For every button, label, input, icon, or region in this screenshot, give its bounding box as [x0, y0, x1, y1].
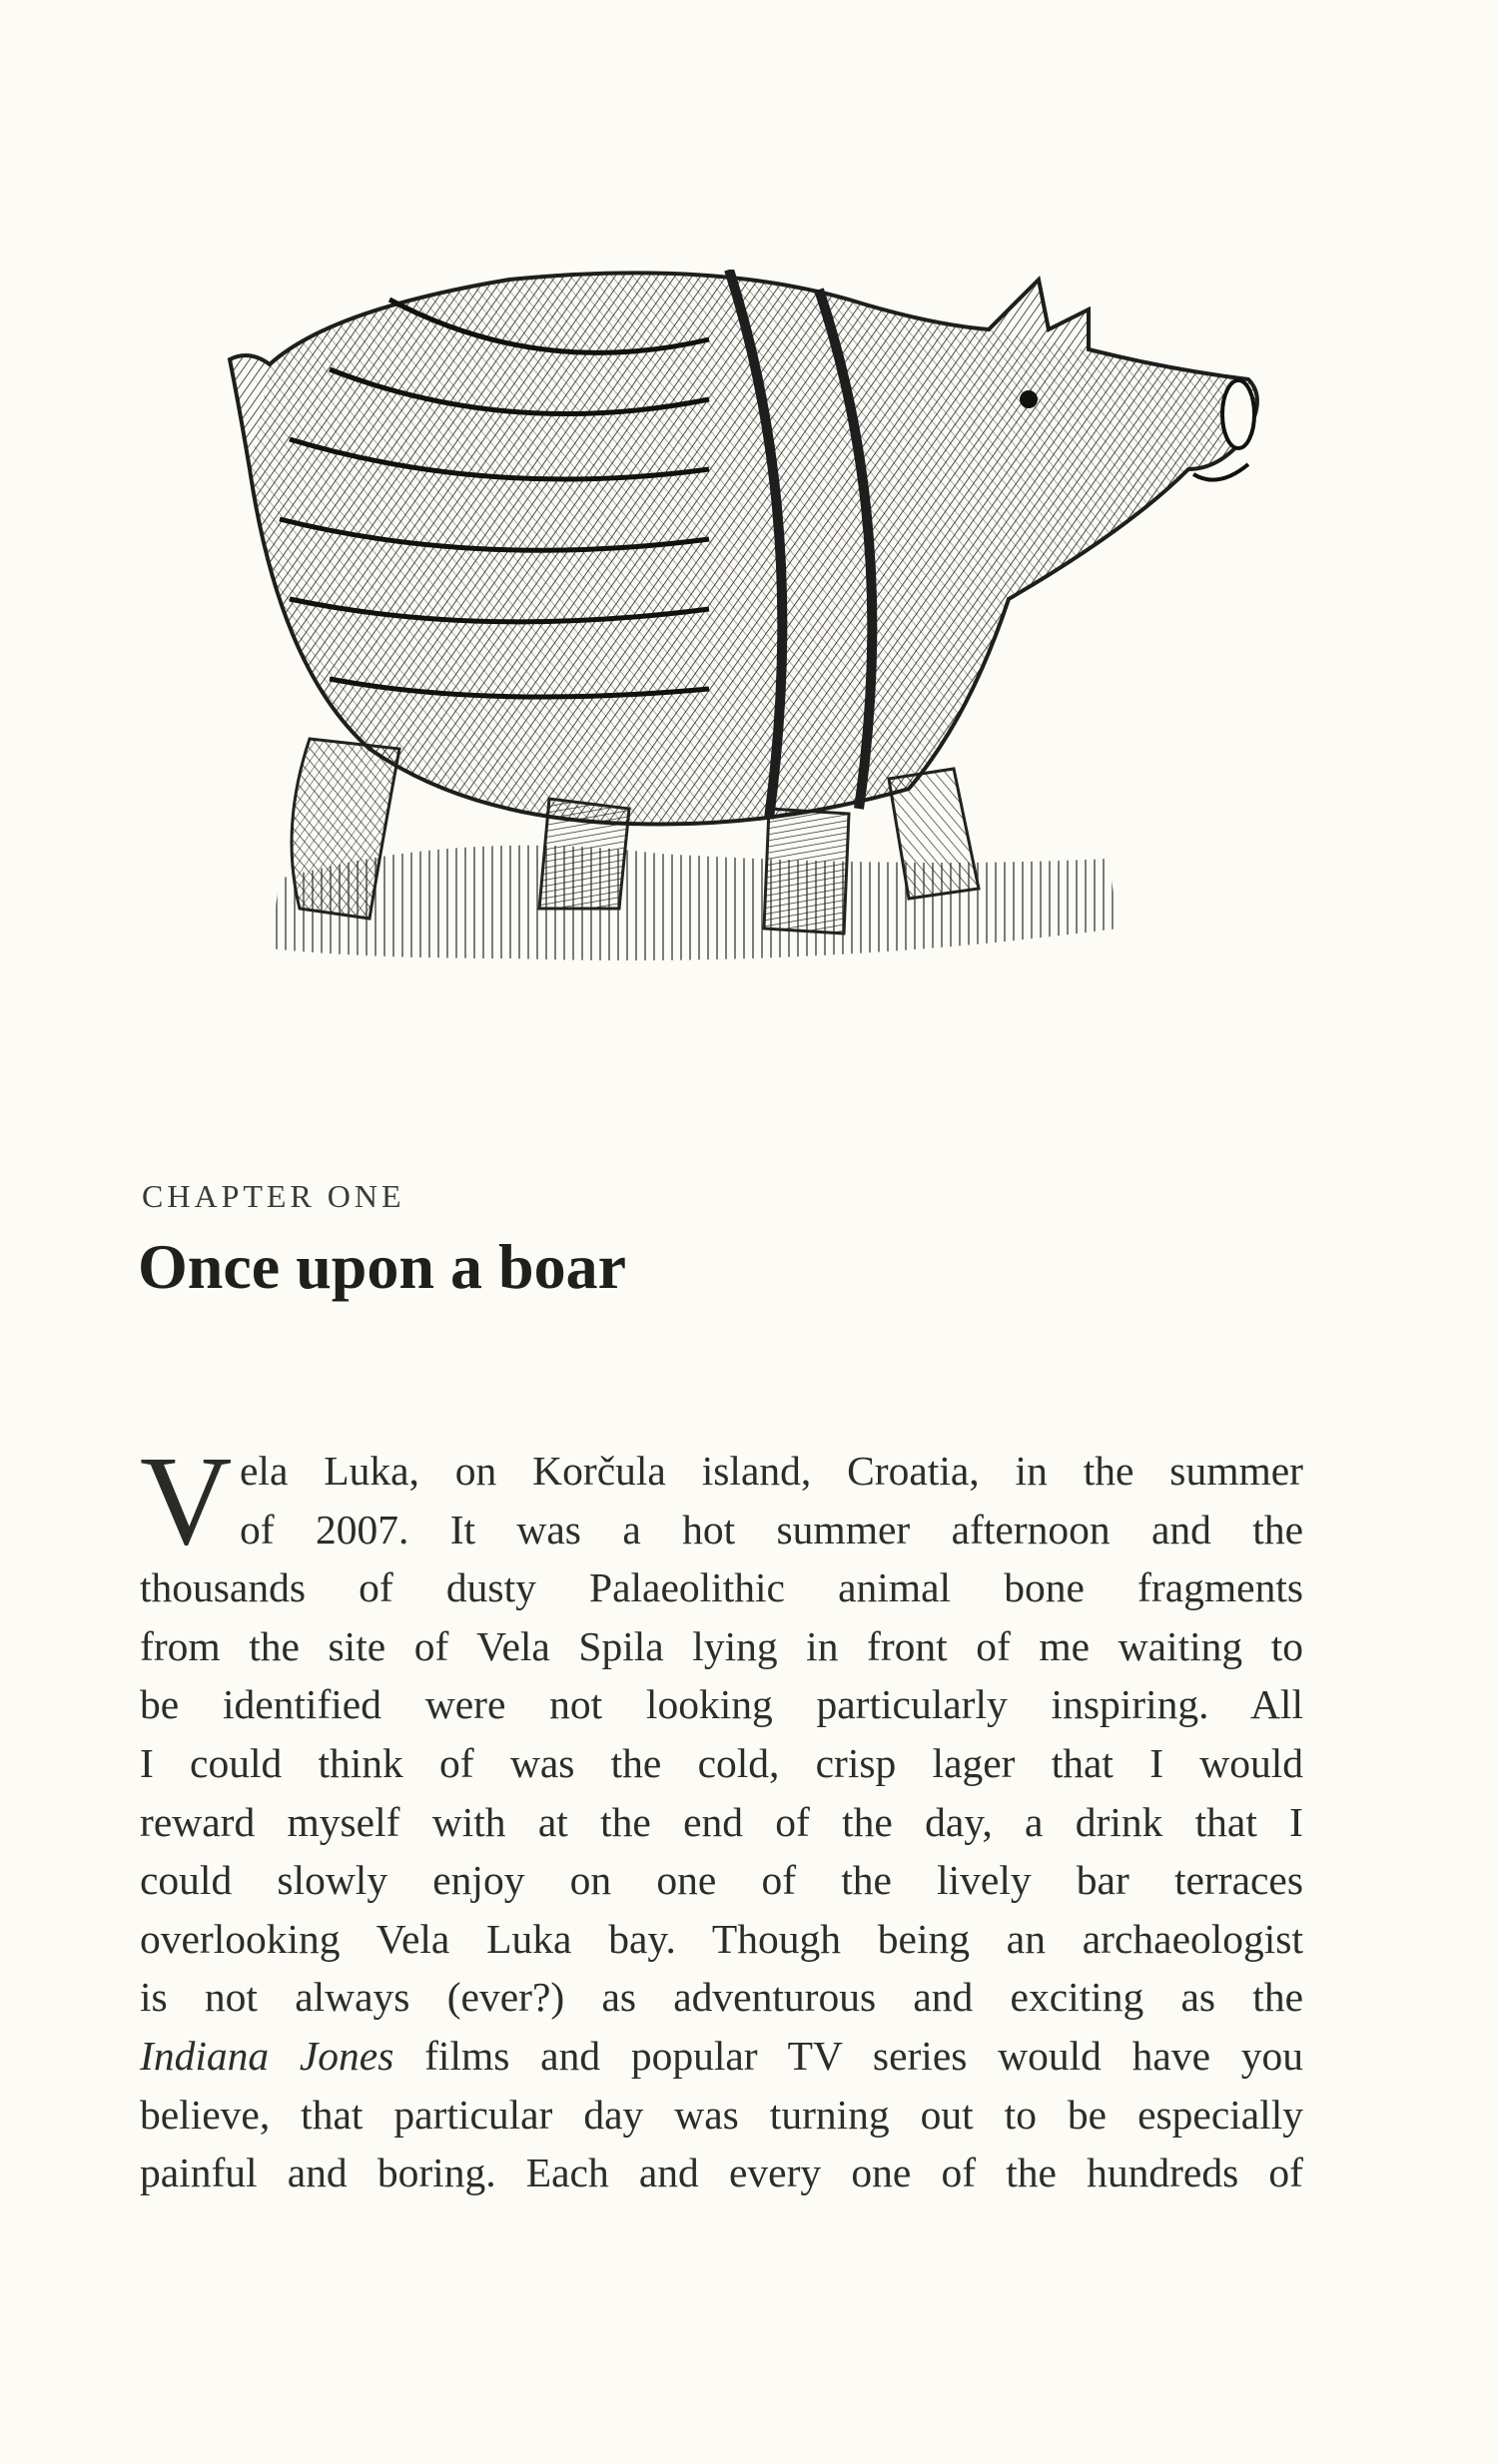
text-line: thousands of dusty Palaeolithic animal bone fragments [140, 1564, 1303, 1611]
text-line: films and popular TV series would have you [424, 2032, 1303, 2079]
italic-film-title: Indiana Jones [140, 2032, 394, 2079]
text-line: ela Luka, on Korčula island, Croatia, in the summer [240, 1448, 1303, 1494]
text-line: is not always (ever?) as adventurous and exciting as the [140, 1974, 1303, 2021]
drop-cap: V [140, 1430, 233, 1571]
boar-body [230, 270, 1257, 825]
text-line: reward myself with at the end of the day, a drink that I [140, 1798, 1303, 1845]
chapter-label: CHAPTER ONE [142, 1178, 405, 1214]
text-line: of 2007. It was a hot summer afternoon and the [240, 1506, 1303, 1552]
chapter-body [140, 1430, 1303, 2202]
text-line: painful and boring. Each and every one of the hundreds of [140, 2150, 1303, 2196]
text-line: overlooking Vela Luka bay. Though being an archaeologist [140, 1915, 1303, 1962]
text-line: from the site of Vela Spila lying in front of me waiting to [140, 1622, 1303, 1669]
text-line: believe, that particular day was turning out to be especially [140, 2091, 1303, 2138]
boar-figurine-illustration [210, 270, 1308, 1028]
text-line: could slowly enjoy on one of the lively bar terraces [140, 1857, 1303, 1904]
chapter-title: Once upon a boar [138, 1231, 626, 1302]
text-line-with-italic [140, 2027, 1303, 2086]
text-line: be identified were not looking particularly inspiring. All [140, 1681, 1303, 1728]
ground-shadow [270, 846, 1119, 960]
text-line: I could think of was the cold, crisp lager that I would [140, 1739, 1303, 1786]
